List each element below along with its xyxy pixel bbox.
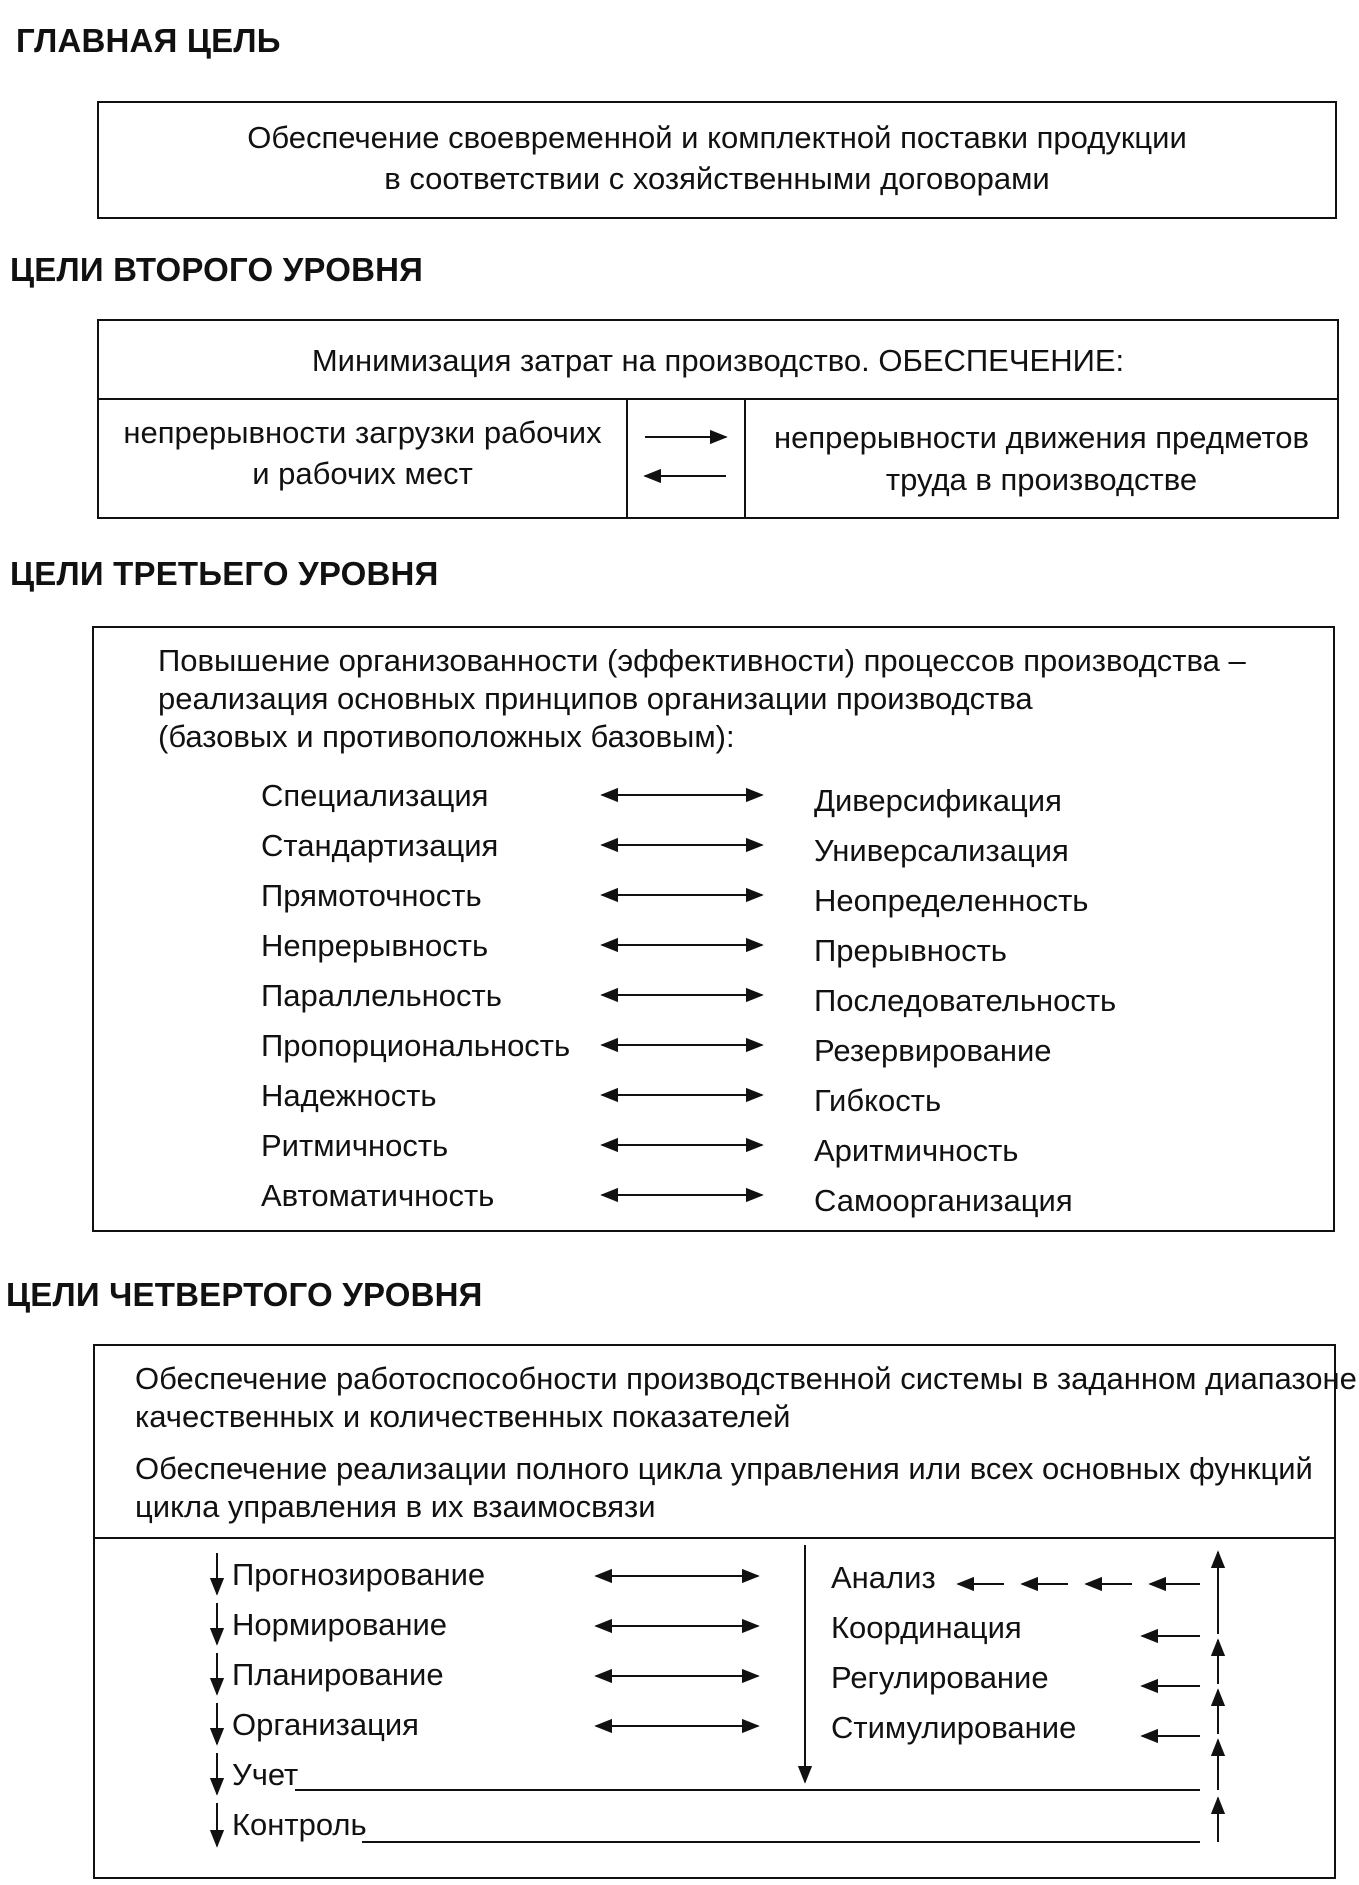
level2-left-line1: непрерывности загрузки рабочих [123, 415, 602, 450]
accounting-label: Учет [232, 1757, 299, 1792]
right-function-4: Стимулирование [831, 1710, 1077, 1745]
principle-left-5: Параллельность [261, 978, 502, 1013]
level4-para1-line1: Обеспечение работоспособности производственной системы в заданном диапазоне [135, 1361, 1357, 1396]
control-label: Контроль [232, 1807, 367, 1842]
main-goal-line1: Обеспечение своевременной и комплектной поставки продукции [247, 120, 1187, 155]
level4-para1-line2: качественных и количественных показателей [135, 1399, 791, 1434]
principle-right-6: Резервирование [814, 1033, 1052, 1068]
principle-right-2: Универсализация [814, 833, 1069, 868]
level4-para2-line1: Обеспечение реализации полного цикла управления или всех основных функций [135, 1451, 1313, 1486]
principle-left-9: Автоматичность [261, 1178, 495, 1213]
left-function-3: Планирование [232, 1657, 444, 1692]
level4-heading: ЦЕЛИ ЧЕТВЕРТОГО УРОВНЯ [6, 1276, 483, 1313]
right-function-2: Координация [831, 1610, 1022, 1645]
level3-heading: ЦЕЛИ ТРЕТЬЕГО УРОВНЯ [10, 555, 439, 592]
principle-left-1: Специализация [261, 778, 489, 813]
principle-left-4: Непрерывность [261, 928, 489, 963]
level2-right-line2: труда в производстве [885, 462, 1198, 497]
level3-intro-line2: реализация основных принципов организации производства [158, 681, 1033, 716]
principle-right-8: Аритмичность [814, 1133, 1019, 1168]
level2-title: Минимизация затрат на производство. ОБЕСПЕЧЕНИЕ: [311, 343, 1125, 378]
principle-right-7: Гибкость [814, 1083, 942, 1118]
level2-left-line2: и рабочих мест [252, 456, 473, 491]
level3-intro-line3: (базовых и противоположных базовым): [158, 719, 735, 754]
principle-right-5: Последовательность [814, 983, 1117, 1018]
principle-right-9: Самоорганизация [814, 1183, 1073, 1218]
principle-left-7: Надежность [261, 1078, 437, 1113]
level3-intro-line1: Повышение организованности (эффективности) процессов производства – [158, 643, 1246, 678]
principle-right-3: Неопределенность [814, 883, 1089, 918]
principle-left-3: Прямоточность [261, 878, 482, 913]
principle-right-4: Прерывность [814, 933, 1007, 968]
left-function-1: Прогнозирование [232, 1557, 486, 1592]
right-function-1: Анализ [831, 1560, 936, 1595]
principle-right-1: Диверсификация [814, 783, 1062, 818]
level4-para2-line2: цикла управления в их взаимосвязи [135, 1489, 656, 1524]
main-goal-heading: ГЛАВНАЯ ЦЕЛЬ [16, 22, 281, 59]
level2-right-line1: непрерывности движения предметов [773, 420, 1310, 455]
principle-left-8: Ритмичность [261, 1128, 449, 1163]
principle-left-6: Пропорциональность [261, 1028, 571, 1063]
main-goal-line2: в соответствии с хозяйственными договорами [384, 161, 1050, 196]
level2-heading: ЦЕЛИ ВТОРОГО УРОВНЯ [10, 251, 424, 288]
left-function-2: Нормирование [232, 1607, 448, 1642]
right-function-3: Регулирование [831, 1660, 1049, 1695]
left-function-4: Организация [232, 1707, 419, 1742]
principle-left-2: Стандартизация [261, 828, 499, 863]
